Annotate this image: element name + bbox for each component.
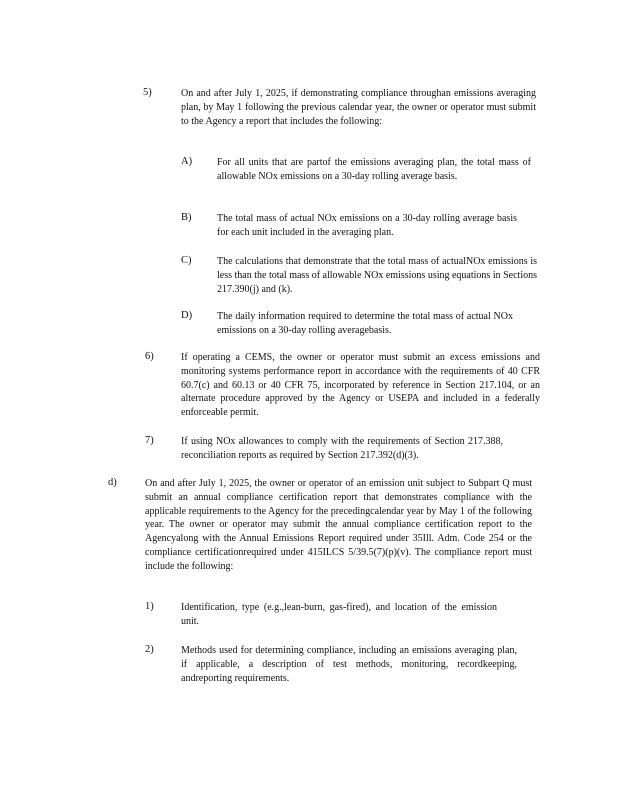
item-text: On and after July 1, 2025, the owner or operator of an emission unit subject to Subpart Q must submit an annual compliance certification report that demonstrates compliance with the applicable requirements to the Agency for the precedingcalendar year by May 1 of the following year. The owner or operator may submit the annual compliance certification report to the Agencyalong with the Annual Emissions Report required under 35Ill. Adm. Code 254 or the compliance certificationrequired under 415ILCS 5/39.5(7)(p)(v). The compliance report must include the following: — [145, 478, 532, 572]
item-label: B) — [181, 212, 192, 223]
item-text: For all units that are partof the emissions averaging plan, the total mass of allowable NOx emissions on a 30-day rolling average basis. — [217, 157, 531, 182]
item-text: The daily information required to determine the total mass of actual NOx emissions on a 30-day rolling averagebasis. — [217, 311, 513, 336]
item-label: 5) — [143, 87, 152, 98]
item-label: 6) — [145, 351, 154, 362]
item-label: 1) — [145, 601, 154, 612]
item-label: C) — [181, 255, 192, 266]
item-text: Methods used for determining compliance, including an emissions averaging plan, if applicable, a description of test methods, monitoring, recordkeeping, andreporting requirements. — [181, 645, 517, 684]
item-text: The calculations that demonstrate that the total mass of actualNOx emissions is less than the total mass of allowable NOx emissions using equations in Sections 217.390(j) and (k). — [217, 256, 537, 295]
item-label: 2) — [145, 644, 154, 655]
item-text: If operating a CEMS, the owner or operator must submit an excess emissions and monitoring systems performance report in accordance with the requirements of 40 CFR 60.7(c) and 60.13 or 40 CFR 75, incorporated by reference in Section 217.104, or an alternate procedure approved by the Agency or USEPA and included in a federally enforceable permit. — [181, 352, 540, 419]
item-label: D) — [181, 310, 193, 321]
item-text: On and after July 1, 2025, if demonstrating compliance throughan emissions averaging plan, by May 1 following the previous calendar year, the owner or operator must submit to the Agency a report that includes the following: — [181, 88, 536, 127]
item-text: If using NOx allowances to comply with the requirements of Section 217.388, reconciliation reports as required by Section 217.392(d)(3). — [181, 436, 503, 461]
item-text: Identification, type (e.g.,lean-burn, gas-fired), and location of the emission unit. — [181, 602, 497, 627]
item-text: The total mass of actual NOx emissions on a 30-day rolling average basis for each unit included in the averaging plan. — [217, 213, 517, 238]
item-label: d) — [108, 477, 117, 488]
item-label: 7) — [145, 435, 154, 446]
item-label: A) — [181, 156, 193, 167]
